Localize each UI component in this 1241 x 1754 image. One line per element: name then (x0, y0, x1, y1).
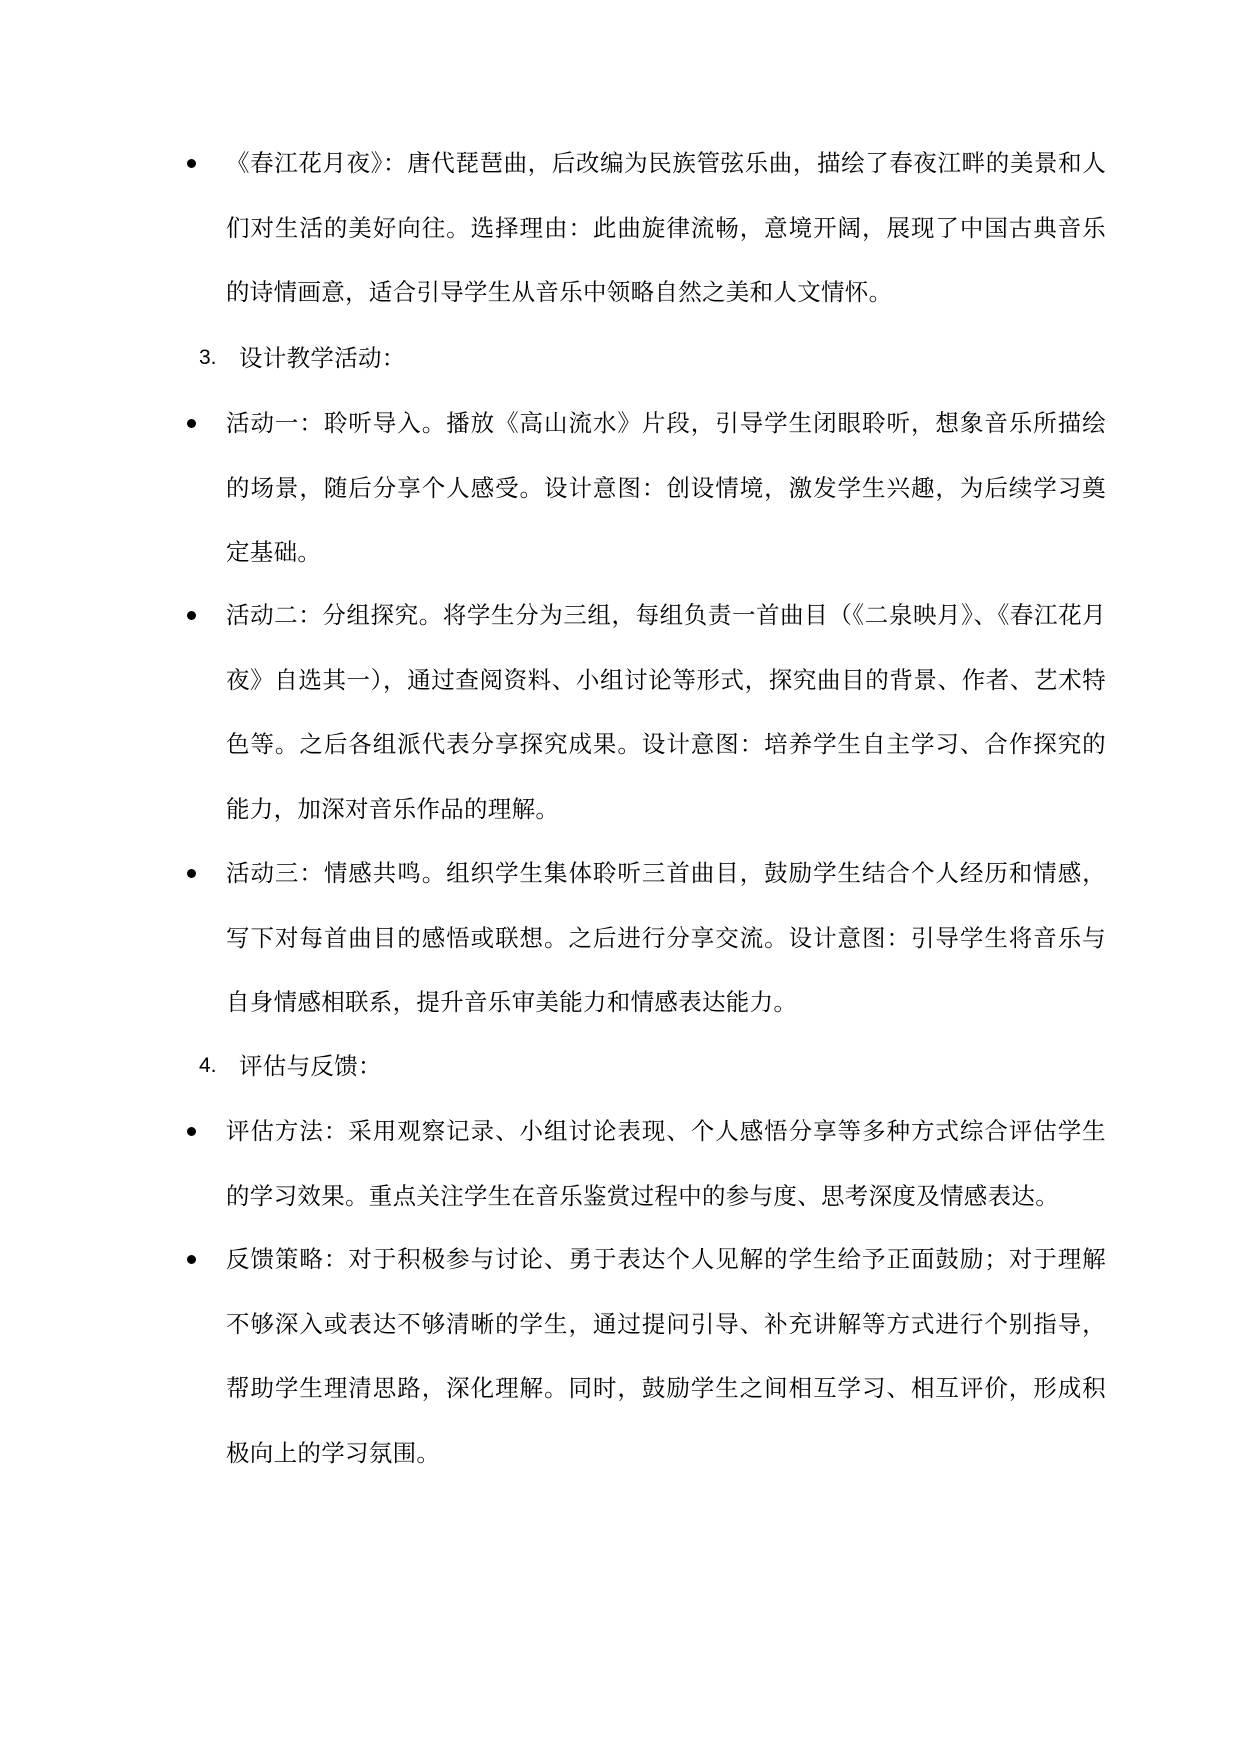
bullet-dot-icon (187, 869, 196, 878)
list-item-text: 活动三：情感共鸣。组织学生集体聆听三首曲目，鼓励学生结合个人经历和情感，写下对每首曲目的感悟或联想。之后进行分享交流。设计意图：引导学生将音乐与自身情感相联系，提升音乐审美能力和情感表达能力。 (226, 859, 1106, 1017)
list-item-text: 评估方法：采用观察记录、小组讨论表现、个人感悟分享等多种方式综合评估学生的学习效果。重点关注学生在音乐鉴赏过程中的参与度、思考深度及情感表达。 (226, 1117, 1106, 1210)
heading-text: 评估与反馈： (239, 1052, 382, 1080)
list-item-text: 反馈策略：对于积极参与讨论、勇于表达个人见解的学生给予正面鼓励；对于理解不够深入或表达不够清晰的学生，通过提问引导、补充讲解等方式进行个别指导，帮助学生理清思路，深化理解。同时，鼓励学生之间相互学习、相互评价，形成积极向上的学习氛围。 (226, 1245, 1106, 1467)
list-item-text: 《春江花月夜》：唐代琵琶曲，后改编为民族管弦乐曲，描绘了春夜江畔的美景和人们对生活的美好向往。选择理由：此曲旋律流畅，意境开阔，展现了中国古典音乐的诗情画意，适合引导学生从音乐中领略自然之美和人文情怀。 (226, 149, 1106, 307)
bullet-dot-icon (187, 1127, 196, 1136)
bullet-dot-icon (187, 419, 196, 428)
list-item-text: 活动一：聆听导入。播放《高山流水》片段，引导学生闭眼聆听，想象音乐所描绘的场景，随后分享个人感受。设计意图：创设情境，激发学生兴趣，为后续学习奠定基础。 (226, 409, 1106, 567)
heading-number: 4. (199, 1054, 217, 1077)
heading-text: 设计教学活动： (239, 344, 406, 372)
bullet-dot-icon (187, 1255, 196, 1264)
list-item-text: 活动二：分组探究。将学生分为三组，每组负责一首曲目（《二泉映月》、《春江花月夜》自选其一），通过查阅资料、小组讨论等形式，探究曲目的背景、作者、艺术特色等。之后各组派代表分享探究成果。设计意图：培养学生自主学习、合作探究的能力，加深对音乐作品的理解。 (226, 601, 1106, 823)
bullet-dot-icon (187, 159, 196, 168)
heading-number: 3. (199, 346, 217, 369)
bullet-dot-icon (187, 611, 196, 620)
